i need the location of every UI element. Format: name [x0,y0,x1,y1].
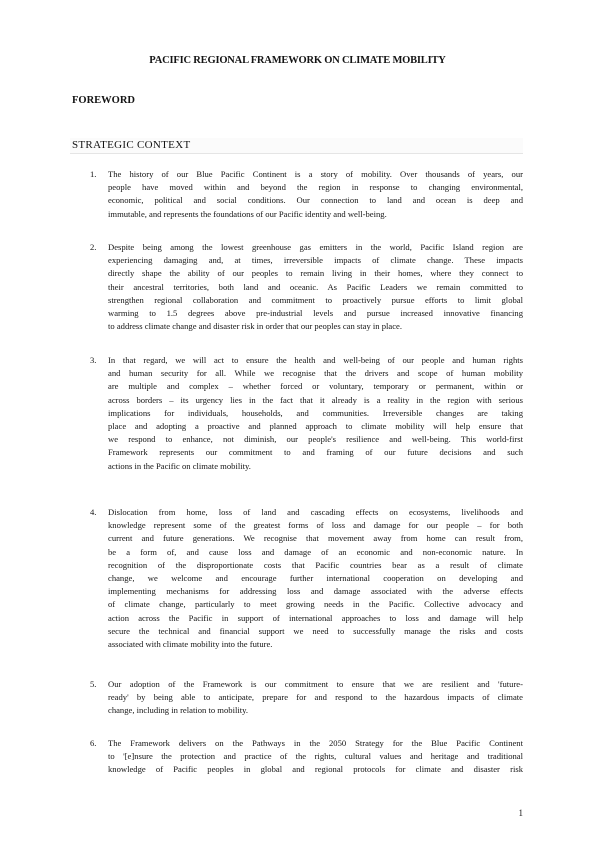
paragraph-number: 2. [90,242,97,252]
paragraph-line: experiencing damaging and, at times, irreversible impacts of climate change. These impacts [108,255,523,266]
document-title: PACIFIC REGIONAL FRAMEWORK ON CLIMATE MOBILITY [149,55,446,66]
paragraph-line: The Framework delivers on the Pathways in the 2050 Strategy for the Blue Pacific Continent [108,738,523,748]
paragraph-text [108,354,523,473]
paragraph-line: knowledge of Pacific peoples in global and regional protocols for climate and disaster risk [108,764,523,775]
paragraph-line: across borders – its urgency lies in the fact that it already is a reality in the region with serious [108,394,523,405]
paragraph-line: to address climate change and disaster risk in order that our peoples can stay in place. [108,321,402,332]
paragraph-line: secure the technical and financial support we need to successfully manage the risks and costs [108,625,523,636]
paragraph-line: In that regard, we will act to ensure the health and well-being of our people and human rights [108,355,523,365]
paragraph-line: knowledge represent some of the greatest forms of loss and damage for our people – for both [108,520,523,531]
paragraph-line: strengthen regional collaboration and commitment to proactively pursue efforts to limit global [108,294,523,305]
paragraph-line: economic, political and social conditions. Our connection to land and ocean is deep and [108,195,523,206]
paragraph-line: are multiple and complex – whether forced or voluntary, temporary or permanent, within or [108,381,523,392]
page-number: 1 [518,808,523,818]
section-heading-bar [70,138,523,154]
paragraph-line: Dislocation from home, loss of land and cascading effects on ecosystems, livelihoods and [108,507,523,517]
paragraph-line: current and future generations. We recognise that movement away from home can result from, [108,533,523,544]
paragraph-line: be a form of, and cause loss and damage of an economic and non-economic nature. In [108,546,523,557]
paragraph-line: ready' by being able to anticipate, prepare for and respond to the hazardous impacts of climate [108,692,523,703]
paragraph-line: The history of our Blue Pacific Continent is a story of mobility. Over thousands of years, our [108,169,523,179]
paragraph-line: action across the Pacific in support of international approaches to loss and damage will help [108,612,523,623]
paragraph-line: we respond to enhance, not diminish, our people's resilience and well-being. This world-first [108,434,523,445]
paragraph-text [108,168,523,221]
paragraph-text [108,241,523,333]
paragraph-number: 4. [90,507,97,517]
paragraph-number: 5. [90,679,97,689]
paragraph-line: warming to 1.5 degrees above pre-industrial levels and pursue increased innovative financing [108,307,523,318]
paragraph-line: place and adopting a proactive and planned approach to climate mobility will help ensure that [108,420,523,431]
paragraph-line: recognition of the disproportionate costs that Pacific countries bear as a result of climate [108,559,523,570]
paragraph-line: directly shape the ability of our peoples to remain living in their homes, where they connect to [108,268,523,279]
section-heading: STRATEGIC CONTEXT [72,139,191,151]
paragraph-line: immutable, and represents the foundations of our Pacific identity and well-being. [108,208,387,219]
paragraph-line: their ancestral territories, both land and oceanic. As Pacific Leaders we remain committed to [108,281,523,292]
paragraph-text [108,506,523,651]
paragraph-line: implementing mechanisms for addressing loss and damage associated with the adverse effects [108,586,523,597]
paragraph-line: to '[e]nsure the protection and practice of the rights, cultural values and heritage and traditional [108,751,523,762]
paragraph-number: 6. [90,738,97,748]
paragraph-line: people have moved within and beyond the region in response to changing environmental, [108,182,523,193]
paragraph-line: change, we welcome and encourage further international cooperation on developing and [108,572,523,583]
paragraph-line: change, including in relation to mobility. [108,705,249,716]
paragraph-line: implications for individuals, households, and communities. Irreversible changes are taking [108,407,523,418]
paragraph-line: and human security for all. While we recognise that the drivers and scope of human mobility [108,368,523,379]
paragraph-number: 3. [90,355,97,365]
paragraph-text [108,678,523,718]
paragraph-line: Framework represents our commitment to and framing of our future decisions and such [108,447,523,458]
paragraph-line: of climate change, particularly to meet growing needs in the Pacific. Collective advocacy and [108,599,523,610]
paragraph-number: 1. [90,169,97,179]
paragraph-text [108,737,523,777]
paragraph-line: associated with climate mobility into the future. [108,638,273,649]
foreword-heading: FOREWORD [72,95,135,106]
paragraph-line: actions in the Pacific on climate mobility. [108,460,251,471]
paragraph-line: Our adoption of the Framework is our commitment to ensure that we are resilient and 'future- [108,679,523,689]
paragraph-line: Despite being among the lowest greenhouse gas emitters in the world, Pacific Island region are [108,242,523,252]
